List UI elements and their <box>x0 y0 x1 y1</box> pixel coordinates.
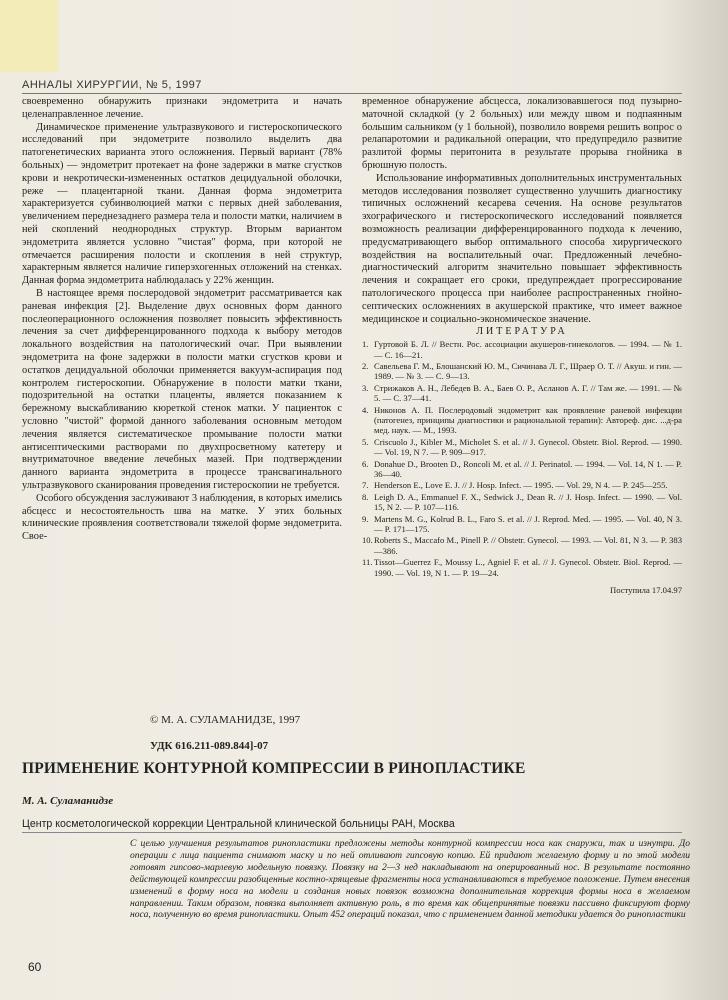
reference-text: Стрижаков А. Н., Лебедев В. А., Баев О. Р., Асланов А. Г. // Там же. — 1991. — № 5. — С. 37—41. <box>374 382 682 404</box>
reference-number: 3. <box>362 382 369 393</box>
reference-item <box>362 535 682 556</box>
reference-text: Martens M. G., Kolrud B. L., Faro S. et al. // J. Reprod. Med. — 1995. — Vol. 40, N 3. — P. 171—175. <box>374 513 682 535</box>
reference-list <box>362 339 682 578</box>
article-author: М. А. Суламанидзе <box>22 795 114 807</box>
author-affiliation: Центр косметологической коррекции Центральной клинической больницы РАН, Москва <box>22 818 682 833</box>
left-column <box>22 96 342 666</box>
reference-number: 11. <box>362 557 373 568</box>
reference-text: Criscuolo J., Kibler M., Micholet S. et al. // J. Gynecol. Obstetr. Biol. Reprod. — 1990. — Vol. 19, N 7. — P. 909—917. <box>374 436 682 458</box>
reference-item <box>362 514 682 535</box>
reference-item <box>362 383 682 404</box>
reference-number: 8. <box>362 491 369 502</box>
article-title: ПРИМЕНЕНИЕ КОНТУРНОЙ КОМПРЕССИИ В РИНОПЛАСТИКЕ <box>22 760 526 777</box>
left-paragraph: своевременно обнаружить признаки эндометрита и начать целенаправленное лечение. <box>22 96 342 120</box>
running-head: АННАЛЫ ХИРУРГИИ, № 5, 1997 <box>22 79 682 94</box>
reference-item <box>362 492 682 513</box>
reference-number: 6. <box>362 458 369 469</box>
right-paragraph: Использование информативных дополнительных инструментальных методов исследования позволяет существенно улучшить диагностику типичных осложнений кесарева сечения. На основе результатов эхографического и гистероскопического исследований появляется возможность реализации дифференцированного подхода к лечению, предусматривающего выбор оптимального способа хирургического воздействия на воспалительный очаг. Предложенный лечебно-диагностический алгоритм значительно повышает эффективность лечения и сокращает его сроки, предупреждает прогрессирование патологического процесса при наиболее распространенных гнойно-септических осложнениях в акушерской практике, что имеет важное медицинское и социально-экономическое значение. <box>362 172 682 325</box>
right-column <box>362 96 682 696</box>
page-number: 60 <box>28 960 42 974</box>
reference-text: Roberts S., Maccafo M., Pinell P. // Obstetr. Gynecol. — 1993. — Vol. 81, N 3. — P. 383—386. <box>374 535 682 556</box>
reference-text: Donahue D., Brooten D., Roncoli M. et al. // J. Perinatol. — 1994. — Vol. 14, N 1. — P. 36—40. <box>374 458 682 480</box>
reference-item <box>362 405 682 436</box>
copyright-line: © М. А. СУЛАМАНИДЗЕ, 1997 <box>150 714 301 726</box>
reference-text: Leigh D. A., Emmanuel F. X., Sedwick J., Dean R. // J. Hosp. Infect. — 1990. — Vol. 15, N 2. — P. 107—116. <box>374 491 682 513</box>
reference-item <box>362 480 682 490</box>
reference-item <box>362 437 682 458</box>
left-paragraph: Динамическое применение ультразвукового и гистероскопического исследований при эндометрите позволило выделить два патогенетических варианта этого осложнения. Первый вариант (78% больных) — эндометрит протекает на фоне задержки в матке сгустков крови и некротически-измененных остатков децидуальной оболочки, реже — плацентарной ткани. Данная форма эндометрита характеризуется субинволюцией матки с первых дней заболевания, увеличением переднезаднего размера тела и полости матки, наличием в ней скоплений неоднородных структур. Вторым вариантом эндометрита является условно "чистая" форма, при которой не отмечается расширения полости и скопления в ней структур, характерным является наличие гиперэхогенных отложений на стенках. Данная форма эндометрита наблюдалась у 22% женщин. <box>22 121 342 287</box>
reference-text: Никонов А. П. Послеродовый эндометрит как проявление раневой инфекции (патогенез, принципы диагностики и рациональной терапии): Автореф. дис. ...д-ра мед. наук. — М., 1993. <box>374 404 682 436</box>
left-paragraph: В настоящее время послеродовой эндометрит рассматривается как раневая инфекция [2]. Выделение двух основных форм данного послеоперационного осложнения позволяет повысить эффективность лечения за счет дифференцированного подхода к выбору методов локального воздействия на патологический очаг. При выявлении эндометрита на фоне задержки в полости матки сгустков крови и остатков децидуальной оболочки применяется вакуум-аспирация под контролем гистероскопии. Обнаружение в полости матки ткани, подозрительной на остатки плаценты, является показанием к бережному выскабливанию кюреткой стенок матки. У пациенток с условно "чистой" формой данного заболевания основным методом лечения является систематическое промывание полости матки антисептическими растворами по двухпросветному катетеру и внутриматочное введение лечебных мазей. При подтверждении данного варианта эндометрита в процессе трансвагинального ультразвукового сканирования проведения гистероскопии не требуется. <box>22 287 342 491</box>
reference-number: 4. <box>362 404 369 415</box>
reference-item <box>362 339 682 360</box>
reference-number: 2. <box>362 360 369 371</box>
reference-item <box>362 361 682 382</box>
right-paragraph: временное обнаружение абсцесса, локализовавшегося под пузырно-маточной складкой (у 2 больных) или между швом и подпаянным большим сальником (у 1 больной), позволило вовремя решить вопрос о релапаротомии и радикальной операции, что предупредило развитие разлитой формы перитонита в результате прорыва гнойника в брюшную полость. <box>362 96 682 171</box>
received-date: Поступила 17.04.97 <box>610 585 682 596</box>
reference-number: 9. <box>362 513 369 524</box>
sticky-note-tab <box>0 0 58 72</box>
reference-text: Гуртовой Б. Л. // Вестн. Рос. ассоциации акушеров-гинекологов. — 1994. — № 1. — С. 16—21. <box>374 339 682 360</box>
udk-code: УДК 616.211-089.844]-07 <box>150 740 269 752</box>
reference-text: Henderson E., Love E. J. // J. Hosp. Infect. — 1995. — Vol. 29, N 4. — P. 245—255. <box>374 480 668 491</box>
reference-text: Савельева Г. М., Блошанский Ю. М., Сичинава Л. Г., Шраер О. Т. // Акуш. и гин. — 1989. — № 3. — С. 9—13. <box>374 360 682 382</box>
left-paragraph: Особого обсуждения заслуживают 3 наблюдения, в которых имелись абсцесс и несостоятельность шва на матке. У этих больных клинические проявления соответствовали тяжелой форме эндометрита. Свое- <box>22 492 342 543</box>
reference-number: 5. <box>362 436 369 447</box>
reference-item <box>362 557 682 578</box>
reference-number: 7. <box>362 480 369 491</box>
reference-number: 1. <box>362 339 369 350</box>
literature-heading: ЛИТЕРАТУРА <box>476 326 568 338</box>
reference-number: 10. <box>362 535 373 546</box>
article-abstract: С целью улучшения результатов ринопластики предложены методы контурной компрессии носа как снаружи, так и изнутри. До операции с лица пациента снимают маску и по ней отливают гипсовую копию. Ей придают желаемую форму и по этой модели готовят гипсово-марлевую модельную повязку. Повязку на 2—3 нед накладывают на оперированный нос. В результате постоянно действующей компрессии разобщенные костно-хрящевые фрагменты носа устанавливаются в требуемое положение. Путем внесения изменений в форму носа на модели и создания новых повязок возможна дополнительная коррекция формы носа в желаемом направлении. Таким образом, повязка выполняет активную роль, в то время как общепринятые повязки пассивно фиксируют форму носа, полученную во время ринопластики. Опыт 452 операций показал, что с применением данной методики удается до ринопластики <box>130 838 690 921</box>
reference-item <box>362 459 682 480</box>
reference-text: Tissot—Guerrez F., Moussy L., Agniel F. et al. // J. Gynecol. Obstetr. Biol. Reprod. — 1990. — Vol. 19, N 1. — P. 19—24. <box>374 557 682 578</box>
